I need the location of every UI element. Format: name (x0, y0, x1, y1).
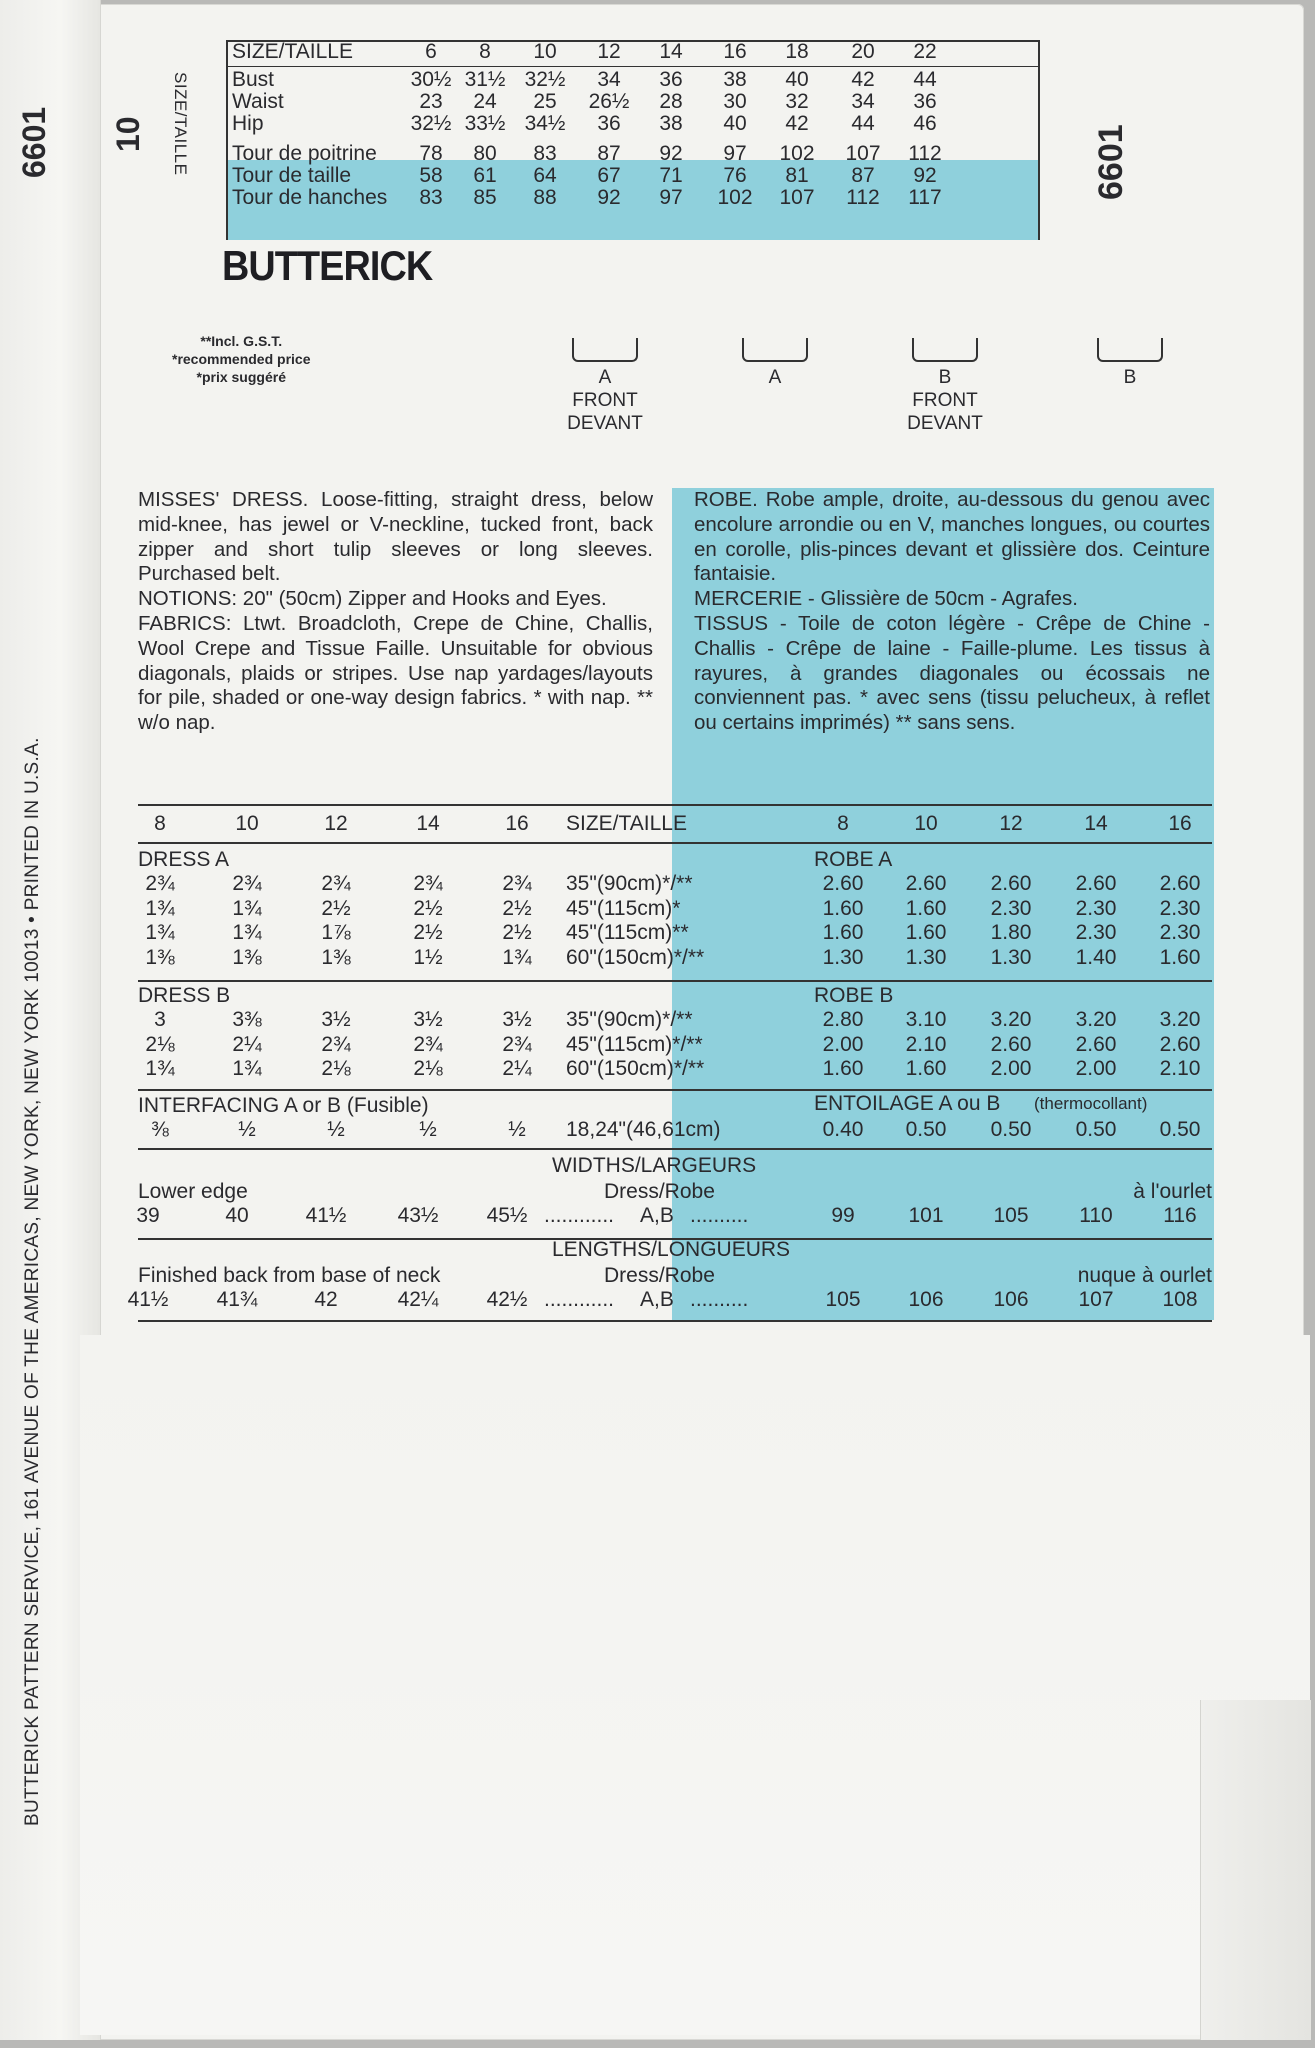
yardage-fr-cell-text: 2.60 (1159, 872, 1201, 895)
price-note: *prix suggéré (196, 369, 286, 385)
size-cell: 92 (913, 164, 937, 187)
measure-right-text: nuque à ourlet (1077, 1264, 1212, 1287)
yardage-fr-cell-text: 2.60 (990, 1032, 1032, 1056)
measure-en-cell-text: 41½ (305, 1204, 347, 1227)
garment-sketch (572, 338, 638, 362)
measure-left-label-text: Finished back from base of neck (138, 1264, 441, 1287)
yardage-en-cell-text: 2¾ (145, 872, 175, 895)
size-cell: 76 (723, 164, 747, 187)
yardage-en-cell-text: 2¾ (502, 1032, 532, 1056)
garment-sketch (1097, 338, 1163, 362)
yardage-fr-cell-text: 2.30 (1159, 896, 1201, 920)
desc-fr-title: ROBE. (694, 488, 758, 511)
size-cell: 78 (419, 142, 443, 165)
yardage-fr-cell-text: 3.20 (1159, 1008, 1201, 1031)
interfacing-en-cell-text: ⅜ (151, 1118, 169, 1141)
yardage-en-cell-text: 1¾ (145, 1057, 175, 1080)
size-cell: 38 (659, 112, 683, 135)
measure-views-text: A,B (640, 1204, 674, 1227)
view-letter: A (598, 367, 612, 388)
yardage-top-rule (138, 804, 1212, 806)
yardage-en-cell-text: 2⅛ (321, 1057, 351, 1080)
robe-label-text: ROBE A (814, 848, 893, 871)
yardage-size-header-text: SIZE/TAILLE (566, 812, 687, 835)
yardage-fr-cell-text: 1.60 (905, 896, 947, 920)
size-col-header: 10 (533, 40, 557, 63)
yardage-fr-cell-text: 3.20 (990, 1008, 1032, 1031)
size-cell: 83 (533, 142, 557, 165)
yardage-en-cell-text: 1¾ (232, 921, 262, 944)
price-note: **Incl. G.S.T. (200, 333, 283, 349)
interfacing-fr-cell-text: 0.50 (905, 1118, 947, 1141)
notions-label: NOTIONS: (138, 587, 238, 611)
price-notes (172, 332, 311, 386)
yardage-fr-cell-text: 2.60 (1075, 1032, 1117, 1056)
yardage-en-cell-text: 3⅜ (232, 1008, 262, 1031)
yardage-fr-cell-text: 2.80 (822, 1008, 864, 1031)
yardage-fr-cell-text: 2.00 (990, 1057, 1032, 1080)
measure-right-label (1050, 1180, 1212, 1204)
yardage-en-cell-text: 3 (154, 1008, 166, 1031)
desc-body: Loose-fitting, straight dress, below mid-knee, has jewel or V-neckline, tucked front, back zipper and short tulip sleeves or long sleeves. Purchased belt. (138, 488, 654, 586)
size-cell: 92 (659, 142, 683, 165)
measure-dots-text: ............ (544, 1204, 615, 1227)
measure-dots-text: ............ (544, 1288, 615, 1311)
yardage-en-cell-text: 2½ (502, 896, 532, 920)
size-col-header: 22 (913, 40, 937, 63)
yardage-en-cell-text: 2¾ (413, 1032, 443, 1056)
fabric-width-text: 45"(115cm)* (566, 896, 681, 920)
size-cell: 32½ (524, 68, 566, 91)
measure-en-cell-text: 43½ (397, 1204, 439, 1227)
envelope-corner-flap (1200, 1700, 1311, 2040)
measure-en-cell-text: 41¾ (216, 1288, 258, 1311)
measure-en-cell-text: 42 (314, 1288, 338, 1311)
size-col-header: 18 (785, 40, 809, 63)
yardage-fr-cell-text: 1.80 (990, 921, 1032, 944)
size-cell: 83 (419, 186, 443, 209)
yardage-en-cell-text: 2¾ (321, 1032, 351, 1056)
size-cell: 88 (533, 186, 557, 209)
fabric-width-text: 45"(115cm)** (566, 921, 689, 944)
size-col-header: 14 (659, 40, 683, 63)
size-cell: 36 (597, 112, 621, 135)
size-cell: 32 (785, 90, 809, 113)
yardage-size-en-text: 14 (416, 812, 440, 835)
dress-label-text: DRESS A (138, 848, 230, 871)
robe-label-text: ROBE B (814, 984, 894, 1007)
interfacing-en-cell-text: ½ (419, 1118, 437, 1141)
yardage-size-fr-text: 12 (999, 812, 1023, 835)
size-cell: 33½ (464, 112, 506, 135)
entoilage-label-text: ENTOILAGE A ou B (814, 1092, 1001, 1115)
brand-logo: BUTTERICK (222, 242, 433, 289)
notions-text: 20" (50cm) Zipper and Hooks and Eyes. (242, 587, 607, 611)
size-header-divider (228, 66, 1038, 67)
pattern-number-left: 6601 (16, 106, 52, 178)
size-cell: 71 (659, 164, 683, 187)
view-letter: A (768, 367, 782, 388)
size-cell: 36 (913, 90, 937, 113)
view-letter: B (938, 367, 952, 388)
yardage-en-cell-text: 2⅛ (145, 1032, 175, 1056)
size-cell: 112 (846, 186, 880, 209)
measure-views-text: A,B (640, 1288, 674, 1311)
yardage-en-cell-text: 2½ (502, 921, 532, 944)
yardage-fr-cell-text: 2.10 (905, 1032, 947, 1056)
yardage-fr-cell-text: 2.30 (1075, 896, 1117, 920)
yardage-en-cell-text: 2¾ (232, 872, 262, 895)
yardage-fr-cell-text: 2.00 (1075, 1057, 1117, 1080)
measure-fr-cell-text: 106 (908, 1288, 944, 1311)
size-cell: 87 (851, 164, 875, 187)
size-cell: 58 (419, 164, 443, 187)
yardage-size-en-text: 8 (154, 812, 166, 835)
interfacing-en-cell-text: ½ (238, 1118, 256, 1141)
yardage-size-fr-text: 14 (1084, 812, 1108, 835)
size-cell: 25 (533, 90, 557, 113)
yardage-en-cell-text: 2¾ (413, 872, 443, 895)
yardage-en-cell-text: 1⅜ (321, 945, 351, 969)
fabric-width-text: 35"(90cm)*/** (566, 1008, 693, 1031)
measure-mid-label-text: Dress/Robe (604, 1180, 715, 1203)
size-cell: 38 (723, 68, 747, 91)
yardage-en-cell-text: 3½ (502, 1008, 532, 1031)
yardage-en-cell-text: 2¼ (232, 1032, 262, 1056)
yardage-fr-cell-text: 2.00 (822, 1032, 864, 1056)
yardage-fr-cell-text: 1.60 (1159, 945, 1201, 969)
size-col-header: 20 (851, 40, 875, 63)
interfacing-en-cell-text: ½ (327, 1118, 345, 1141)
yardage-fr-cell-text: 2.30 (1075, 921, 1117, 944)
size-cell: 112 (908, 142, 942, 165)
yardage-en-cell-text: 1⅜ (145, 945, 175, 969)
yardage-fr-cell-text: 2.30 (990, 896, 1032, 920)
dress-b-rule (138, 1089, 1212, 1091)
yardage-en-cell-text: 1¾ (232, 1057, 262, 1080)
interfacing-en-cell-text: ½ (508, 1118, 526, 1141)
measure-mid-label-text: Dress/Robe (604, 1264, 715, 1287)
measure-en-cell-text: 42¼ (397, 1288, 439, 1311)
body-measurement-chart (226, 40, 1040, 240)
view-label (555, 338, 655, 435)
view-label (725, 338, 825, 389)
yardage-fr-cell-text: 1.30 (990, 945, 1032, 969)
size-cell: 40 (785, 68, 809, 91)
yardage-fr-cell-text: 1.30 (822, 945, 864, 969)
interfacing-fr-cell-text: 0.50 (1075, 1118, 1117, 1141)
size-row-label: Tour de hanches (232, 186, 388, 209)
size-row-label: Hip (232, 112, 264, 135)
interfacing-label-text: INTERFACING A or B (Fusible) (138, 1094, 429, 1117)
yardage-fr-cell-text: 3.20 (1075, 1008, 1117, 1031)
size-row-label: Tour de poitrine (232, 142, 377, 165)
size-row-label: Bust (232, 68, 275, 91)
size-cell: 42 (851, 68, 875, 91)
measure-fr-cell-text: 105 (825, 1288, 861, 1311)
yardage-en-cell-text: 1⅞ (321, 921, 351, 944)
yardage-en-cell-text: 2½ (413, 896, 443, 920)
measure-fr-cell-text: 110 (1079, 1204, 1113, 1227)
view-label (1080, 338, 1180, 389)
yardage-fr-cell-text: 2.60 (905, 872, 947, 895)
yardage-fr-cell-text: 1.60 (905, 921, 947, 944)
yardage-en-cell-text: 1¾ (502, 945, 532, 969)
description-french (694, 488, 1210, 736)
size-cell: 42 (785, 112, 809, 135)
yardage-header-rule (138, 842, 1212, 844)
measure-dots2-text: .......... (690, 1204, 749, 1227)
size-row-label: Tour de taille (232, 164, 352, 187)
size-cell: 36 (659, 68, 683, 91)
garment-sketch (912, 338, 978, 362)
yardage-en-cell-text: 1½ (413, 945, 443, 969)
entoilage-sub-text: (thermocollant) (1034, 1094, 1148, 1113)
measure-fr-cell-text: 105 (993, 1204, 1029, 1227)
size-number: 10 (110, 116, 146, 152)
size-cell: 34 (597, 68, 621, 91)
size-cell: 80 (473, 142, 497, 165)
measure-en-cell-text: 41½ (127, 1288, 169, 1311)
yardage-en-cell-text: 1¾ (145, 896, 175, 920)
size-cell: 23 (419, 90, 443, 113)
mercerie-text: - Glissière de 50cm - Agrafes. (807, 587, 1078, 611)
fabric-width-text: 45"(115cm)*/** (566, 1032, 703, 1056)
measure-en-cell-text: 40 (225, 1204, 249, 1227)
yardage-en-cell-text: 1⅜ (232, 945, 262, 969)
size-cell: 34 (851, 90, 875, 113)
size-cell: 107 (779, 186, 815, 209)
yardage-en-cell-text: 3½ (413, 1008, 443, 1031)
size-col-header: 8 (479, 40, 491, 63)
view-devant-label: DEVANT (567, 413, 643, 434)
size-cell: 64 (533, 164, 557, 187)
yardage-fr-cell-text: 2.60 (822, 872, 864, 895)
yardage-en-cell-text: 2½ (413, 921, 443, 944)
measure-title-text: WIDTHS/LARGEURS (552, 1154, 757, 1177)
size-cell: 30 (723, 90, 747, 113)
size-cell: 40 (723, 112, 747, 135)
interfacing-fr-cell-text: 0.50 (990, 1118, 1032, 1141)
size-header-label: SIZE/TAILLE (232, 40, 353, 63)
size-vertical-label: SIZE/TAILLE (171, 72, 190, 176)
lengths-rule (138, 1320, 1212, 1322)
measure-en-cell-text: 39 (136, 1204, 160, 1227)
view-letter: B (1123, 367, 1137, 388)
measure-right-text: à l'ourlet (1133, 1180, 1212, 1203)
dress-label-text: DRESS B (138, 984, 231, 1007)
fabric-width-text: 60"(150cm)*/** (566, 945, 705, 969)
measure-fr-cell-text: 99 (831, 1204, 855, 1227)
yardage-en-cell-text: 2¾ (321, 872, 351, 895)
measure-fr-cell-text: 101 (908, 1204, 944, 1227)
mercerie-label: MERCERIE (694, 587, 803, 611)
description-english (138, 488, 653, 736)
yardage-size-en-text: 16 (505, 812, 529, 835)
size-cell: 92 (597, 186, 621, 209)
view-front-label: FRONT (912, 390, 978, 411)
yardage-fr-cell-text: 3.10 (905, 1008, 947, 1031)
yardage-fr-cell-text: 1.60 (822, 896, 864, 920)
view-devant-label: DEVANT (907, 413, 983, 434)
size-cell: 44 (851, 112, 875, 135)
desc-fr-body: Robe ample, droite, au-dessous du genou avec encolure arrondie ou en V, manches longues, ou courtes en corolle, plis-pinces devant et glissière dos. Ceinture fantaisie. (694, 488, 1211, 586)
size-cell: 44 (913, 68, 937, 91)
yardage-en-cell-text: 2½ (321, 896, 351, 920)
size-cell: 81 (785, 164, 809, 187)
dress-a-rule (138, 980, 1212, 982)
measure-fr-cell-text: 116 (1163, 1204, 1197, 1227)
yardage-en-cell-text: 2⅛ (413, 1057, 443, 1080)
size-col-header: 16 (723, 40, 747, 63)
tissus-label: TISSUS (694, 611, 769, 635)
interfacing-rule (138, 1148, 1212, 1150)
view-label (895, 338, 995, 435)
size-cell: 117 (908, 186, 942, 209)
garment-sketch (742, 338, 808, 362)
size-cell: 32½ (410, 112, 452, 135)
measure-en-cell-text: 45½ (486, 1204, 528, 1227)
yardage-fr-cell-text: 2.30 (1159, 921, 1201, 944)
yardage-fr-cell-text: 1.30 (905, 945, 947, 969)
size-cell: 46 (913, 112, 937, 135)
size-cell: 34½ (524, 112, 566, 135)
yardage-size-fr-text: 8 (837, 812, 849, 835)
blank-lower-area (80, 1335, 1310, 2035)
yardage-size-en-text: 12 (324, 812, 348, 835)
yardage-fr-cell-text: 2.60 (1075, 872, 1117, 895)
size-cell: 102 (717, 186, 753, 209)
size-cell: 97 (723, 142, 747, 165)
pattern-number-right: 6601 (1092, 124, 1130, 200)
size-cell: 85 (473, 186, 497, 209)
yardage-fr-cell-text: 2.60 (990, 872, 1032, 895)
size-cell: 24 (473, 90, 497, 113)
measure-left-label-text: Lower edge (138, 1180, 248, 1203)
yardage-en-cell-text: 3½ (321, 1008, 351, 1031)
fabrics-label: FABRICS: (138, 611, 232, 635)
yardage-en-cell-text: 2¾ (502, 872, 532, 895)
yardage-fr-cell-text: 2.10 (1159, 1057, 1201, 1080)
fabric-width-text: 35"(90cm)*/** (566, 872, 693, 895)
fabrics-text: Ltwt. Broadcloth, Crepe de Chine, Challis, Wool Crepe and Tissue Faille. Unsuitable for obvious diagonals, plaids or stripes. Use nap yardages/layouts for pile, shaded or one-way design fabrics. * with nap. ** w/o nap. (138, 611, 653, 735)
size-col-header: 12 (597, 40, 621, 63)
size-cell: 26½ (588, 90, 630, 113)
yardage-fr-cell-text: 2.60 (1159, 1032, 1201, 1056)
view-front-label: FRONT (572, 390, 638, 411)
yardage-size-fr-text: 10 (914, 812, 938, 835)
size-row-label: Waist (232, 90, 284, 113)
interfacing-fr-cell-text: 0.50 (1159, 1118, 1201, 1141)
yardage-fr-cell-text: 1.60 (905, 1057, 947, 1080)
size-cell: 61 (473, 164, 497, 187)
yardage-en-cell-text: 1¾ (145, 921, 175, 944)
measure-right-label (1050, 1264, 1212, 1288)
fabric-width-text: 60"(150cm)*/** (566, 1057, 705, 1080)
measure-dots2-text: .......... (690, 1288, 749, 1311)
yardage-size-fr-text: 16 (1168, 812, 1192, 835)
price-note: *recommended price (172, 351, 311, 367)
size-col-header: 6 (425, 40, 437, 63)
yardage-fr-cell-text: 1.60 (822, 1057, 864, 1080)
desc-title: MISSES' DRESS. (138, 488, 309, 511)
measure-fr-cell-text: 108 (1162, 1288, 1198, 1311)
yardage-size-en-text: 10 (235, 812, 259, 835)
size-cell: 87 (597, 142, 621, 165)
yardage-en-cell-text: 1¾ (232, 896, 262, 920)
yardage-en-cell-text: 2¼ (502, 1057, 532, 1080)
measure-title-text: LENGTHS/LONGUEURS (552, 1238, 791, 1261)
interfacing-fr-cell-text: 0.40 (822, 1118, 864, 1141)
measure-fr-cell-text: 106 (993, 1288, 1029, 1311)
size-cell: 97 (659, 186, 683, 209)
yardage-fr-cell-text: 1.60 (822, 921, 864, 944)
interfacing-width-text: 18,24"(46,61cm) (566, 1118, 721, 1141)
size-cell: 67 (597, 164, 621, 187)
yardage-fr-cell-text: 1.40 (1075, 945, 1117, 969)
measure-fr-cell-text: 107 (1078, 1288, 1114, 1311)
size-cell: 102 (779, 142, 815, 165)
size-cell: 107 (845, 142, 881, 165)
tissus-text: - Toile de coton légère - Crêpe de Chine - Challis - Crêpe de laine - Faille-plume. Les tissus à rayures, à grandes diagonales ou écossais ne conviennent pas. * avec sens (tissu pelucheux, à reflet ou certains imprimés) ** sans sens. (694, 611, 1210, 735)
size-cell: 31½ (464, 68, 506, 91)
size-cell: 30½ (410, 68, 452, 91)
measure-en-cell-text: 42½ (486, 1288, 528, 1311)
spine-address: BUTTERICK PATTERN SERVICE, 161 AVENUE OF THE AMERICAS, NEW YORK, NEW YORK 10013 • PRINTED IN U.S.A. (22, 737, 43, 1826)
size-cell: 28 (659, 90, 683, 113)
